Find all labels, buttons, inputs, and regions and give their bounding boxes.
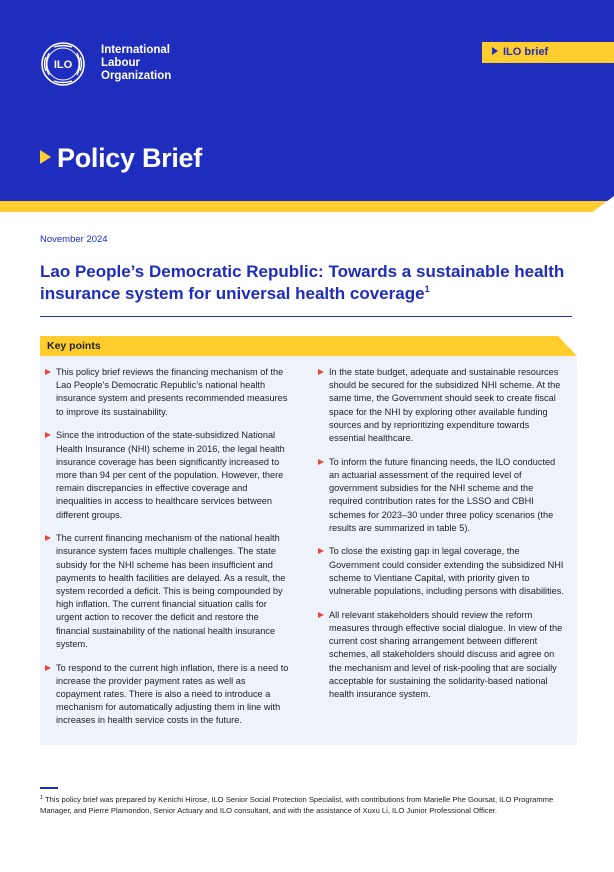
document-title-text: Lao People’s Democratic Republic: Towards a sustainable health insurance system for universal health coverage <box>40 262 565 303</box>
key-points-right-column <box>318 366 564 712</box>
key-points-header-corner <box>558 336 577 356</box>
key-points-heading: Key points <box>47 340 101 352</box>
key-point: All relevant stakeholders should review the reform measures through effective social dialogue. In view of the current cost sharing arrangement between different schemes, all stakeholders should discuss and agree on the mechanism and level of risk-pooling that are socially acceptable for sustaining the solidarity-based national health insurance system. <box>318 609 564 701</box>
footnote-text: This policy brief was prepared by Kenichi Hirose, ILO Senior Social Protection Specialist, with contributions from Marielle Phe Goursat, ILO Programme Manager, and Pierre Plamondon, Senior Actuary and ILO consultant, and with the assistance of Xuxu Li, ILO Junior Professional Officer. <box>40 795 554 815</box>
document-title <box>40 261 580 305</box>
brief-title-text: Policy Brief <box>57 143 202 173</box>
key-point: In the state budget, adequate and sustainable resources should be secured for the subsidized NHI scheme. At the same time, the Government should seek to create fiscal space for the NHI by exploring other available funding sources and by reprioritizing expenditure towards essential healthcare. <box>318 366 564 445</box>
header-stripe-corner <box>590 196 614 212</box>
ilo-brief-tag <box>482 42 614 63</box>
logo-text: ILO <box>53 59 73 71</box>
key-points-header <box>40 336 577 356</box>
arrow-right-icon <box>492 47 498 55</box>
org-name-line: International <box>101 44 171 56</box>
header-yellow-stripe <box>0 201 614 212</box>
key-point: To respond to the current high inflation, there is a need to increase the provider payment rates as well as copayment rates. There is also a need to introduce a mechanism for automatically adjusting them in line with increases in health service costs in the future. <box>45 662 291 728</box>
org-name-line: Labour <box>101 57 140 69</box>
arrow-right-icon <box>40 150 51 164</box>
key-point: To inform the future financing needs, the ILO conducted an actuarial assessment of the required level of government subsidies for the NHI scheme and the required contribution rates for the LSSO and CBHI schemes for 2023–30 under three policy scenarios (the results are summarized in table 5). <box>318 456 564 535</box>
header-banner <box>0 0 614 212</box>
footnote-number: 1 <box>40 795 44 801</box>
publication-date: November 2024 <box>40 234 108 245</box>
key-points-left-column <box>45 366 291 738</box>
key-point: This policy brief reviews the financing mechanism of the Lao People’s Democratic Republic’s national health insurance system and presents recommended measures to improve its sustainability. <box>45 366 291 419</box>
footnote <box>40 794 580 816</box>
org-name <box>101 44 171 83</box>
key-point: The current financing mechanism of the national health insurance system faces multiple challenges. The state subsidy for the NHI scheme has been insufficient and payments to health facilities are delayed. As a result, the system recorded a deficit. This is being compounded by high inflation. The current financial situation calls for urgent action to recover the deficit and restore the financial sustainability of the national health insurance system. <box>45 532 291 651</box>
policy-brief-heading <box>40 143 202 174</box>
key-point: To close the existing gap in legal coverage, the Government could consider extending the subsidized NHI scheme to Vientiane Capital, with priority given to vulnerable populations, including persons with disabilities. <box>318 545 564 598</box>
title-divider <box>40 316 572 317</box>
tag-label: ILO brief <box>503 46 549 58</box>
title-footnote-ref[interactable]: 1 <box>424 284 430 294</box>
org-name-line: Organization <box>101 70 172 82</box>
footnote-divider <box>40 787 58 789</box>
ilo-logo-icon <box>40 41 86 87</box>
key-point: Since the introduction of the state-subsidized National Health Insurance (NHI) scheme in 2016, the legal health insurance coverage has been significantly increased to more than 94 per cent of the population. However, there remain discrepancies in effective coverage and inequalities in access to healthcare services between different groups. <box>45 429 291 521</box>
